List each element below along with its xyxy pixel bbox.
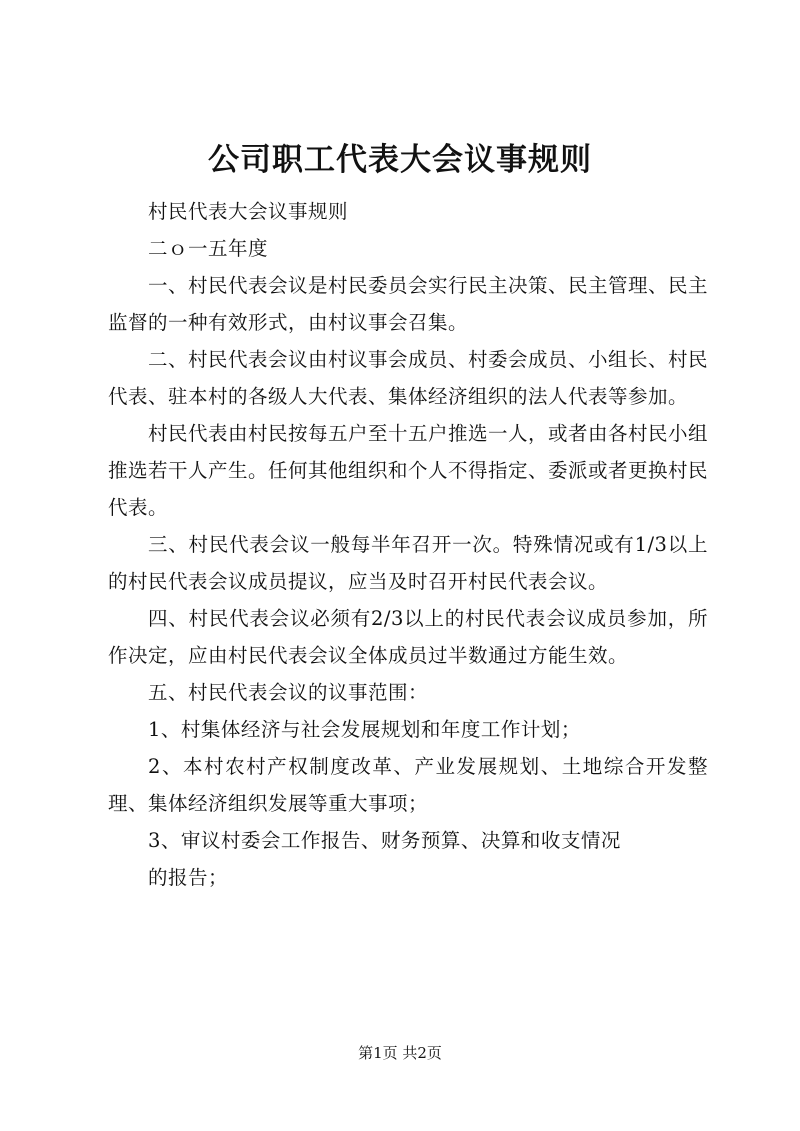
document-body xyxy=(108,193,708,896)
paragraph-item-3: 3、审议村委会工作报告、财务预算、决算和收支情况 xyxy=(148,829,621,852)
paragraph-rule-2: 二、村民代表会议由村议事会成员、村委会成员、小组长、村民代表、驻本村的各级人大代表、集体经济组织的法人代表等参加。 xyxy=(108,348,709,408)
page-number-footer: 第1页 共2页 xyxy=(358,1044,442,1062)
paragraph-rule-3: 三、村民代表会议一般每半年召开一次。特殊情况或有1/3以上的村民代表会议成员提议，应当及时召开村民代表会议。 xyxy=(108,533,708,593)
document-title: 公司职工代表大会议事规则 xyxy=(208,142,592,178)
paragraph-rule-4: 四、村民代表会议必须有2/3以上的村民代表会议成员参加，所作决定，应由村民代表会议全体成员过半数通过方能生效。 xyxy=(108,607,708,667)
paragraph-item-1: 1、村集体经济与社会发展规划和年度工作计划； xyxy=(148,718,581,741)
paragraph-item-3-continued: 的报告； xyxy=(148,866,229,889)
paragraph-item-2: 2、本村农村产权制度改革、产业发展规划、土地综合开发整理、集体经济组织发展等重大事项； xyxy=(108,755,708,815)
paragraph-rule-1: 一、村民代表会议是村民委员会实行民主决策、民主管理、民主监督的一种有效形式，由村议事会召集。 xyxy=(108,274,709,334)
paragraph-year: 二ｏ一五年度 xyxy=(148,237,269,260)
paragraph-rule-5: 五、村民代表会议的议事范围： xyxy=(148,681,429,704)
paragraph-subtitle: 村民代表大会议事规则 xyxy=(148,200,349,223)
paragraph-representatives: 村民代表由村民按每五户至十五户推选一人，或者由各村民小组推选若干人产生。任何其他组织和个人不得指定、委派或者更换村民代表。 xyxy=(108,422,709,519)
